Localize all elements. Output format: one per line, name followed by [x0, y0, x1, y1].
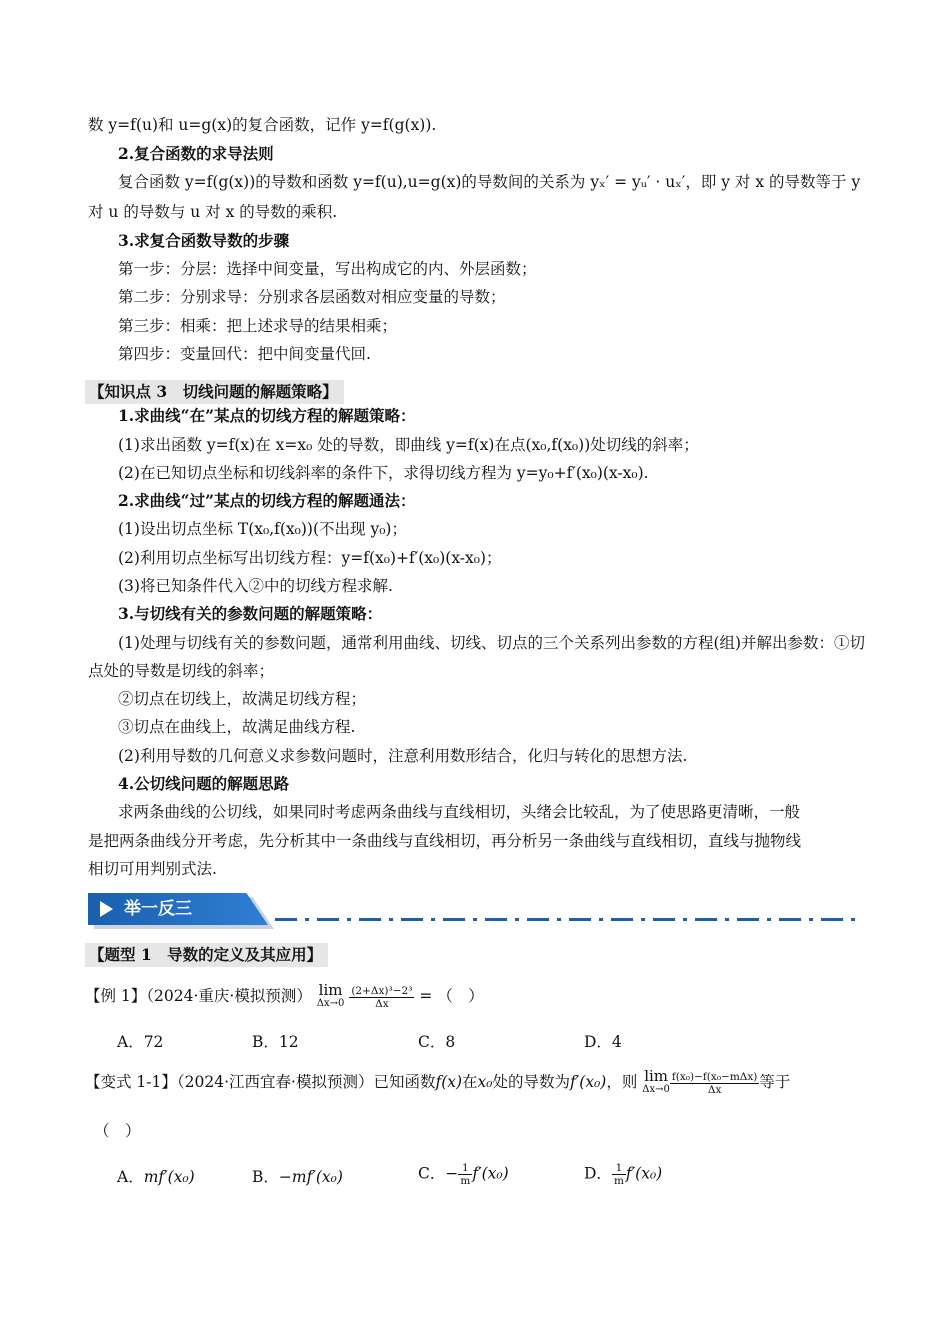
text-line: 求两条曲线的公切线，如果同时考虑两条曲线与直线相切，头绪会比较乱，为了使思路更清晰，一般 [118, 803, 801, 821]
minus-sign: − [445, 1164, 459, 1183]
option-b[interactable] [252, 1166, 343, 1188]
example-1-question [85, 981, 484, 1010]
section-heading: 2.复合函数的求导法则 [118, 144, 274, 163]
option-label: C． [418, 1164, 446, 1183]
text: 处的导数为 [492, 1073, 571, 1091]
text-line: ③切点在曲线上，故满足曲线方程. [118, 718, 356, 736]
text-line: (2)利用切点坐标写出切线方程：y=f(x₀)+f′(x₀)(x-x₀)； [118, 549, 502, 567]
section-heading: 4.公切线问题的解题思路 [118, 774, 290, 793]
text-line: 第三步：相乘：把上述求导的结果相乘； [118, 317, 398, 335]
section-heading: 3.求复合函数导数的步骤 [118, 231, 290, 250]
section-heading: 3.与切线有关的参数问题的解题策略： [118, 604, 383, 623]
option-c[interactable]: C．8 [418, 1033, 456, 1051]
option-math: f′(x₀) [472, 1164, 509, 1183]
limit-operator: lim Δx→0 [316, 981, 345, 1009]
text: ，则 [606, 1073, 638, 1091]
fraction: $\frac{1}{m}$ [613, 1162, 624, 1187]
text-line: 对 u 的导数与 u 对 x 的导数的乘积. [88, 203, 338, 221]
limit-operator: lim Δx→0 [642, 1067, 670, 1095]
option-c[interactable] [418, 1162, 509, 1187]
text-line: (1)处理与切线有关的参数问题，通常利用曲线、切线、切点的三个关系列出参数的方程(组)并解出参数：①切 [118, 634, 866, 652]
text-line: 第二步：分别求导：分别求各层函数对相应变量的导数； [118, 288, 506, 306]
text-line: 复合函数 y=f(g(x))的导数和函数 y=f(u),u=g(x)的导数间的关系为 yₓ′ = yᵤ′ · uₓ′，即 y 对 x 的导数等于 y [118, 173, 861, 191]
text-line: 第一步：分层：选择中间变量，写出构成它的内、外层函数； [118, 260, 537, 278]
section-heading: 1.求曲线“在”某点的切线方程的解题策略： [118, 406, 416, 425]
difference-quotient: $\frac{\text{f(x₀)−f(x₀−mΔx)}}{\Delta x}$ [671, 1070, 758, 1096]
option-label: D． [584, 1164, 612, 1183]
text-line: (1)求出函数 y=f(x)在 x=x₀ 处的导数，即曲线 y=f(x)在点(x₀,f(x₀))处切线的斜率； [118, 436, 699, 454]
option-d[interactable]: D．4 [584, 1033, 622, 1051]
option-d[interactable] [584, 1162, 662, 1187]
text-line: 数 y=f(u)和 u=g(x)的复合函数，记作 y=f(g(x)). [88, 116, 437, 134]
text-line: 是把两条曲线分开考虑，先分析其中一条曲线与直线相切，再分析另一条曲线与直线相切，直线与抛物线 [88, 832, 802, 850]
text-line: (2)在已知切点坐标和切线斜率的条件下，求得切线方程为 y=y₀+f′(x₀)(x-x₀). [118, 464, 649, 482]
math-fx: f(x) [435, 1073, 463, 1091]
variant-1-1-question [85, 1067, 791, 1096]
text-line: (1)设出切点坐标 T(x₀,f(x₀))(不出现 y₀)； [118, 520, 407, 538]
option-a[interactable]: A．72 [117, 1033, 164, 1051]
option-math: f′(x₀) [625, 1164, 663, 1183]
difference-quotient: $\frac{\text{(2+Δx)³−2³}}{\Delta x}$ [351, 984, 413, 1010]
variant-suffix: 等于 [759, 1073, 791, 1091]
text-line: 点处的导数是切线的斜率； [88, 662, 275, 680]
section-banner [88, 893, 268, 925]
option-math: −mf′(x₀) [278, 1168, 343, 1186]
option-label: A． [117, 1168, 144, 1186]
play-arrow-icon [100, 901, 113, 917]
text-line: (3)将已知条件代入②中的切线方程求解. [118, 577, 393, 595]
answer-paren: （ ） [94, 1122, 141, 1140]
text-line: (2)利用导数的几何意义求参数问题时，注意利用数形结合，化归与转化的思想方法. [118, 747, 688, 765]
option-math: mf′(x₀) [143, 1168, 195, 1186]
section-heading: 2.求曲线“过”某点的切线方程的解题通法： [118, 491, 416, 510]
banner-label: 举一反三 [124, 899, 192, 919]
math-fprime: f′(x₀) [570, 1073, 607, 1091]
option-b[interactable]: B．12 [252, 1033, 299, 1051]
text: 在 [462, 1073, 478, 1091]
question-type-title: 【题型 1 导数的定义及其应用】 [85, 943, 328, 967]
example-1-suffix: = （ ） [419, 987, 484, 1005]
fraction: $\frac{1}{m}$ [460, 1162, 471, 1187]
math-x0: x₀ [477, 1073, 493, 1091]
text-line: ②切点在切线上，故满足切线方程； [118, 690, 367, 708]
variant-prefix: 【变式 1-1】（2024·江西宜春·模拟预测）已知函数 [85, 1073, 436, 1091]
example-1-prefix: 【例 1】（2024·重庆·模拟预测） [85, 987, 312, 1005]
knowledge-point-title: 【知识点 3 切线问题的解题策略】 [85, 380, 344, 404]
text-line: 第四步：变量回代：把中间变量代回. [118, 345, 371, 363]
option-label: B． [252, 1168, 279, 1186]
option-a[interactable] [117, 1166, 195, 1188]
dashed-divider [275, 918, 860, 921]
text-line: 相切可用判别式法. [88, 860, 217, 878]
